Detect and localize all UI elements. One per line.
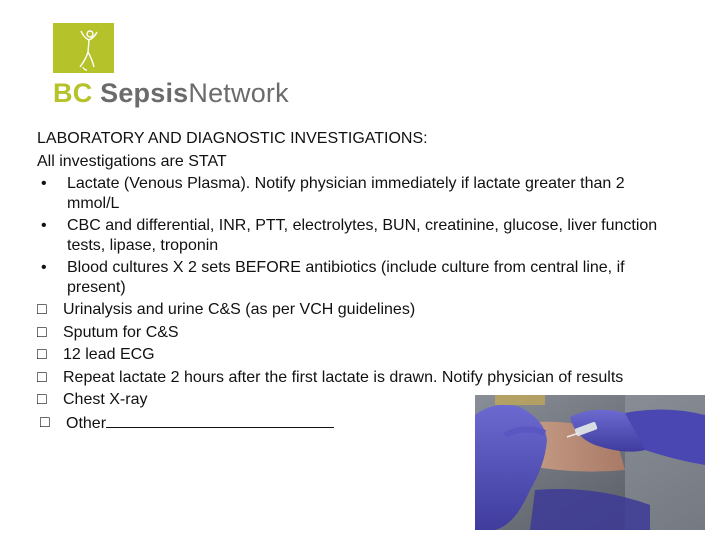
page-title: LABORATORY AND DIAGNOSTIC INVESTIGATIONS: xyxy=(37,130,428,147)
other-blank-line xyxy=(106,413,334,428)
list-item xyxy=(37,258,677,297)
logo-network: Network xyxy=(188,78,289,108)
logo-mark xyxy=(53,23,114,73)
logo-sepsis: Sepsis xyxy=(100,78,189,108)
subheading: All investigations are STAT xyxy=(37,152,227,170)
checkbox-icon: □ xyxy=(37,368,47,386)
list-item xyxy=(37,174,677,213)
bullet-icon: • xyxy=(41,259,47,276)
figure-icon xyxy=(53,23,114,73)
checklist-item-text: Urinalysis and urine C&S (as per VCH guidelines) xyxy=(63,301,416,318)
list-item-text: Lactate (Venous Plasma). Notify physician immediately if lactate greater than 2 mmol/L xyxy=(67,175,625,212)
checkbox-icon: □ xyxy=(37,323,47,341)
checklist-item xyxy=(37,345,677,365)
checklist-item xyxy=(37,368,677,388)
checklist-item-text: Chest X-ray xyxy=(63,391,148,408)
bullet-icon: • xyxy=(41,175,47,192)
investigations-list xyxy=(37,129,677,436)
checklist-item-text: Repeat lactate 2 hours after the first lactate is drawn. Notify physician of results xyxy=(63,368,624,386)
blood-draw-photo xyxy=(475,395,705,530)
checkbox-icon: □ xyxy=(40,413,50,431)
checkbox-icon: □ xyxy=(37,346,47,363)
bullet-icon: • xyxy=(41,217,47,234)
photo-illustration xyxy=(475,395,705,530)
checklist-item-text: 12 lead ECG xyxy=(63,346,155,363)
logo-bc: BC xyxy=(53,78,93,108)
list-item xyxy=(37,216,677,255)
checklist-item xyxy=(37,300,677,320)
list-item-text: Blood cultures X 2 sets BEFORE antibiotics (include culture from central line, if present) xyxy=(67,259,625,296)
list-item-text: CBC and differential, INR, PTT, electrolytes, BUN, creatinine, glucose, liver function tests, lipase, troponin xyxy=(67,217,658,254)
checkbox-icon: □ xyxy=(37,391,47,408)
logo-wordmark xyxy=(53,76,289,110)
checklist-item xyxy=(37,323,677,343)
other-label: Other xyxy=(66,414,107,432)
checkbox-icon: □ xyxy=(37,301,47,318)
checklist-item-text: Sputum for C&S xyxy=(63,323,179,341)
